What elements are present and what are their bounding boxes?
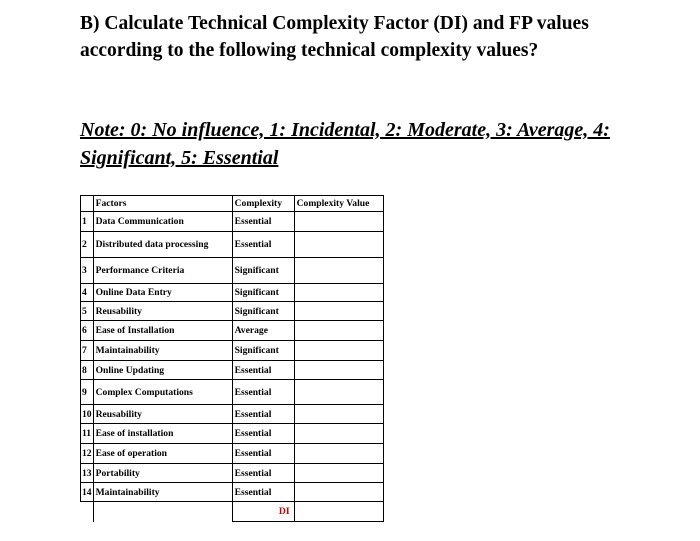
row-complexity: Essential bbox=[232, 405, 294, 424]
table-row bbox=[81, 483, 384, 502]
row-number: 10 bbox=[81, 405, 94, 424]
row-number: 5 bbox=[81, 302, 94, 321]
row-value bbox=[294, 464, 383, 483]
row-value bbox=[294, 321, 383, 341]
row-number: 7 bbox=[81, 341, 94, 361]
row-factor: Reusability bbox=[93, 405, 232, 424]
row-value bbox=[294, 424, 383, 444]
row-complexity: Significant bbox=[232, 302, 294, 321]
table-row bbox=[81, 405, 384, 424]
row-value bbox=[294, 212, 383, 232]
row-number: 12 bbox=[81, 444, 94, 464]
row-value bbox=[294, 444, 383, 464]
row-factor: Ease of operation bbox=[93, 444, 232, 464]
table-row bbox=[81, 380, 384, 405]
row-number: 1 bbox=[81, 212, 94, 232]
di-blank-cell bbox=[93, 502, 232, 522]
row-number: 14 bbox=[81, 483, 94, 502]
table-row bbox=[81, 464, 384, 483]
table-header-row bbox=[81, 196, 384, 212]
table-row bbox=[81, 424, 384, 444]
row-complexity: Essential bbox=[232, 483, 294, 502]
row-complexity: Average bbox=[232, 321, 294, 341]
row-value bbox=[294, 483, 383, 502]
row-factor: Performance Criteria bbox=[93, 258, 232, 284]
complexity-table bbox=[80, 195, 384, 522]
row-value bbox=[294, 232, 383, 258]
table-row bbox=[81, 361, 384, 380]
di-row bbox=[81, 502, 384, 522]
row-factor: Online Updating bbox=[93, 361, 232, 380]
row-number: 6 bbox=[81, 321, 94, 341]
row-factor: Ease of installation bbox=[93, 424, 232, 444]
di-value bbox=[294, 502, 383, 522]
row-complexity: Significant bbox=[232, 284, 294, 302]
row-complexity: Essential bbox=[232, 361, 294, 380]
row-factor: Distributed data processing bbox=[93, 232, 232, 258]
row-complexity: Essential bbox=[232, 424, 294, 444]
note-text: Note: 0: No influence, 1: Incidental, 2: Moderate, 3: Average, 4: Significant, 5: Essential bbox=[80, 119, 610, 169]
row-factor: Portability bbox=[93, 464, 232, 483]
header-complexity: Complexity bbox=[232, 196, 294, 212]
row-number: 8 bbox=[81, 361, 94, 380]
table-row bbox=[81, 302, 384, 321]
table-body bbox=[81, 212, 384, 522]
table-row bbox=[81, 284, 384, 302]
row-value bbox=[294, 380, 383, 405]
row-complexity: Significant bbox=[232, 341, 294, 361]
row-factor: Ease of Installation bbox=[93, 321, 232, 341]
table-row bbox=[81, 258, 384, 284]
row-value bbox=[294, 341, 383, 361]
table-row bbox=[81, 444, 384, 464]
row-factor: Maintainability bbox=[93, 483, 232, 502]
row-number: 3 bbox=[81, 258, 94, 284]
table-row bbox=[81, 232, 384, 258]
row-number: 11 bbox=[81, 424, 94, 444]
row-value bbox=[294, 361, 383, 380]
row-complexity: Significant bbox=[232, 258, 294, 284]
row-complexity: Essential bbox=[232, 212, 294, 232]
row-value bbox=[294, 302, 383, 321]
row-complexity: Essential bbox=[232, 232, 294, 258]
row-value bbox=[294, 405, 383, 424]
row-number: 9 bbox=[81, 380, 94, 405]
row-number: 4 bbox=[81, 284, 94, 302]
row-complexity: Essential bbox=[232, 380, 294, 405]
row-factor: Maintainability bbox=[93, 341, 232, 361]
row-value bbox=[294, 284, 383, 302]
row-factor: Online Data Entry bbox=[93, 284, 232, 302]
header-number bbox=[81, 196, 94, 212]
question-text: B) Calculate Technical Complexity Factor (DI) and FP values according to the following technical complexity values? bbox=[80, 13, 589, 61]
row-factor: Complex Computations bbox=[93, 380, 232, 405]
row-value bbox=[294, 258, 383, 284]
row-complexity: Essential bbox=[232, 464, 294, 483]
row-number: 2 bbox=[81, 232, 94, 258]
row-complexity: Essential bbox=[232, 444, 294, 464]
header-complexity-value: Complexity Value bbox=[294, 196, 383, 212]
row-factor: Data Communication bbox=[93, 212, 232, 232]
row-factor: Reusability bbox=[93, 302, 232, 321]
di-blank-cell bbox=[81, 502, 94, 522]
di-label: DI bbox=[232, 502, 294, 522]
row-number: 13 bbox=[81, 464, 94, 483]
table-row bbox=[81, 212, 384, 232]
header-factors: Factors bbox=[93, 196, 232, 212]
table-row bbox=[81, 321, 384, 341]
table-row bbox=[81, 341, 384, 361]
